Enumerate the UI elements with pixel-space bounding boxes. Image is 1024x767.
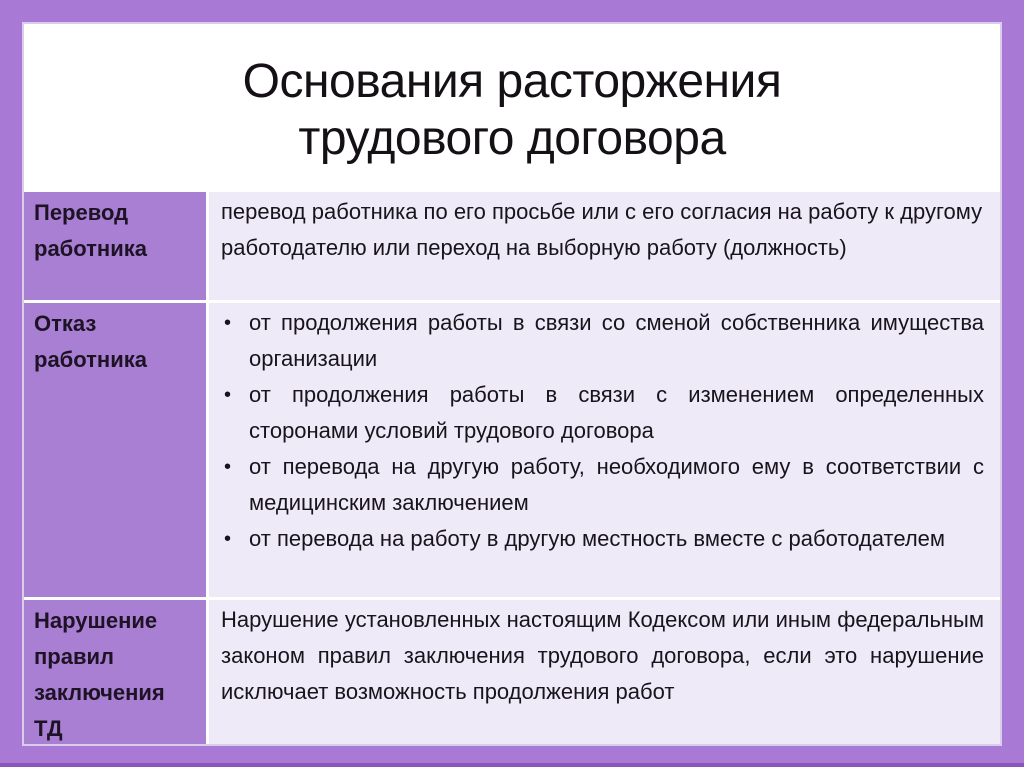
list-item: [221, 449, 984, 521]
slide-title-line1: Основания расторжения: [242, 55, 782, 108]
row-header-label: Отказ работника: [34, 311, 147, 372]
bullet-icon: •: [224, 456, 232, 478]
frame-bottom-edge: [0, 763, 1024, 767]
slide-content: [24, 24, 1000, 744]
bullet-icon: •: [224, 384, 232, 406]
row-header-violation: [24, 600, 206, 744]
bullet-icon: •: [224, 528, 232, 550]
bullet-text: от продолжения работы в связи со сменой собственника имущества организации: [249, 310, 984, 371]
list-item: [221, 377, 984, 449]
row-body-text: перевод работника по его просьбе или с его согласия на работу к другому работодателю или переход на выборную работу (должность): [221, 199, 983, 260]
row-header-label: Перевод работника: [34, 200, 147, 261]
row-body-violation: [209, 600, 1000, 744]
termination-grounds-table: [24, 192, 1000, 744]
slide-title-line2: трудового договора: [298, 112, 726, 165]
row-body-refusal: [209, 303, 1000, 597]
bullet-text: от перевода на работу в другую местность вместе с работодателем: [249, 526, 946, 551]
bullet-icon: •: [224, 312, 232, 334]
row-header-transfer: [24, 192, 206, 300]
row-header-refusal: [24, 303, 206, 597]
row-header-label: Нарушение правил заключения ТД: [34, 608, 165, 741]
row-body-text: Нарушение установленных настоящим Кодексом или иным федеральным законом правил заключения трудового договора, если это нарушение исключает возможность продолжения работ: [221, 607, 984, 704]
list-item: [221, 305, 984, 377]
list-item: [221, 521, 984, 557]
refusal-bullet-list: [221, 305, 984, 557]
row-body-transfer: [209, 192, 1000, 300]
bullet-text: от продолжения работы в связи с изменением определенных сторонами условий трудового договора: [249, 382, 984, 443]
bullet-text: от перевода на другую работу, необходимого ему в соответствии с медицинским заключением: [249, 454, 984, 515]
slide-title: [24, 24, 1000, 192]
